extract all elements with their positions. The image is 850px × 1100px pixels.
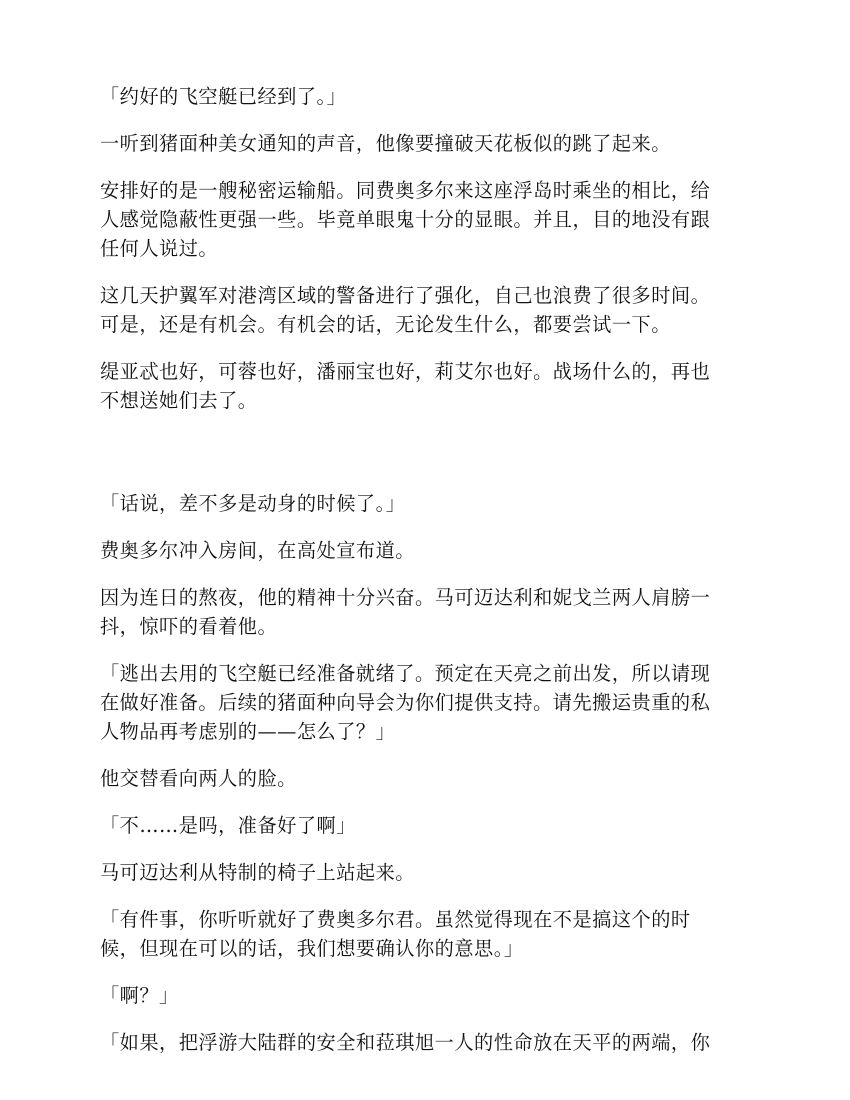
- section-1: [100, 82, 750, 415]
- paragraph: 费奥多尔冲入房间，在高处宣布道。: [100, 539, 415, 562]
- paragraph: 安排好的是一艘秘密运输船。同费奥多尔来这座浮岛时乘坐的相比，给 人感觉隐蔽性更强一些。毕竟单眼鬼十分的显眼。并且，目的地没有跟 任何人说过。: [100, 179, 711, 260]
- paragraph: 这几天护翼军对港湾区域的警备进行了强化，自己也浪费了很多时间。 可是，还是有机会。有机会的话，无论发生什么，都要尝试一下。: [100, 284, 711, 336]
- paragraph: 马可迈达利从特制的椅子上站起来。: [100, 861, 415, 884]
- document-page: [100, 82, 750, 1075]
- paragraph: 他交替看向两人的脸。: [100, 767, 297, 790]
- paragraph: 一听到猪面种美女通知的声音，他像要撞破天花板似的跳了起来。: [100, 132, 671, 155]
- paragraph: 「啊？」: [100, 984, 179, 1007]
- section-2: [100, 489, 750, 1057]
- paragraph: 「如果，把浮游大陆群的安全和菈琪旭一人的性命放在天平的两端，你: [100, 1031, 711, 1054]
- paragraph: 缇亚忒也好，可蓉也好，潘丽宝也好，莉艾尔也好。战场什么的，再也 不想送她们去了。: [100, 360, 711, 412]
- paragraph: 「逃出去用的飞空艇已经准备就绪了。预定在天亮之前出发，所以请现 在做好准备。后续的猪面种向导会为你们提供支持。请先搬运贵重的私 人物品再考虑别的——怎么了？」: [100, 662, 711, 743]
- paragraph: 「话说，差不多是动身的时候了。」: [100, 492, 406, 515]
- paragraph: 因为连日的熬夜，他的精神十分兴奋。马可迈达利和妮戈兰两人肩膀一 抖，惊吓的看着他。: [100, 586, 711, 638]
- section-break: [100, 433, 750, 489]
- paragraph: 「约好的飞空艇已经到了。」: [100, 85, 347, 108]
- paragraph: 「有件事，你听听就好了费奥多尔君。虽然觉得现在不是搞这个的时 候，但现在可以的话，我们想要确认你的意思。」: [100, 908, 691, 960]
- paragraph: 「不……是吗，准备好了啊」: [100, 814, 356, 837]
